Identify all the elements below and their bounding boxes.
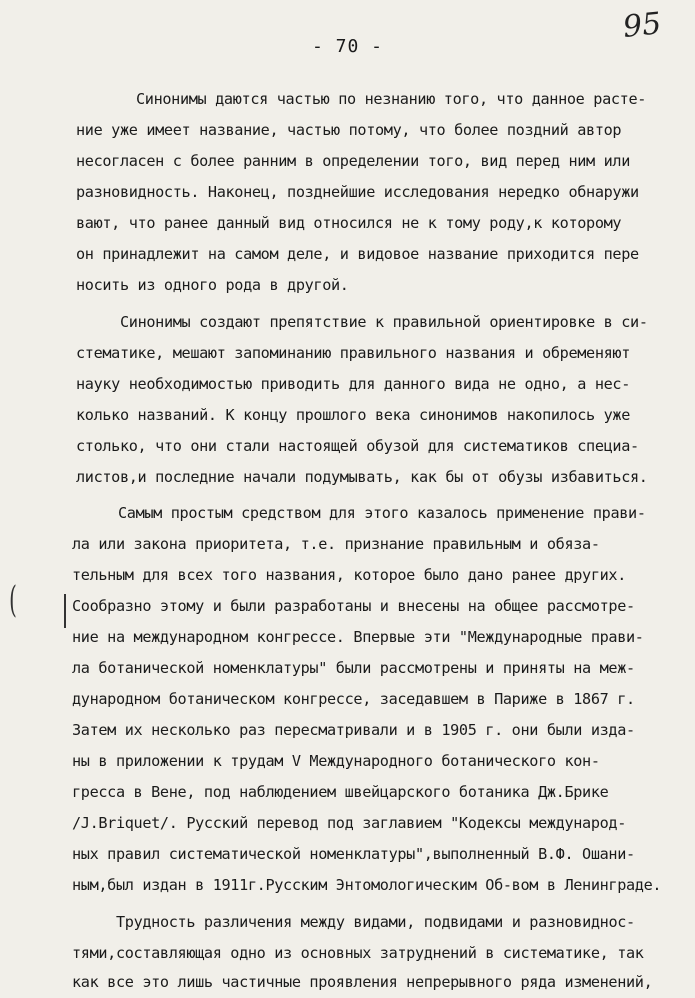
- text-line-19: ла ботанической номенклатуры" были рассмотрены и приняты на меж-: [72, 659, 635, 677]
- text-line-6: он принадлежит на самом деле, и видовое название приходится пере: [76, 245, 639, 263]
- margin-handwritten-mark: (: [9, 580, 17, 621]
- text-line-2: ние уже имеет название, частью потому, что более поздний автор: [76, 121, 622, 139]
- text-line-23: гресса в Вене, под наблюдением швейцарского ботаника Дж.Брике: [72, 783, 609, 801]
- text-line-11: колько названий. К концу прошлого века синонимов накопилось уже: [76, 406, 631, 424]
- text-line-18: ние на международном конгрессе. Впервые эти "Международные прави-: [72, 628, 644, 646]
- text-line-12: столько, что они стали настоящей обузой для систематиков специа-: [76, 437, 639, 455]
- text-line-29: как все это лишь частичные проявления непрерывного ряда изменений,: [72, 973, 653, 991]
- text-line-9: стематике, мешают запоминанию правильного названия и обременяют: [76, 344, 631, 362]
- text-line-16: тельным для всех того названия, которое было дано ранее других.: [72, 566, 627, 584]
- text-line-14: Самым простым средством для этого казалось применение прави-: [118, 504, 646, 522]
- text-line-20: дународном ботаническом конгрессе, заседавшем в Париже в 1867 г.: [72, 690, 635, 708]
- text-line-22: ны в приложении к трудам V Международного ботанического кон-: [72, 752, 600, 770]
- text-line-21: Затем их несколько раз пересматривали и в 1905 г. они были изда-: [72, 721, 635, 739]
- handwritten-archive-number: 95: [621, 6, 663, 45]
- text-line-26: ным,был издан в 1911г.Русским Энтомологическим Об-вом в Ленинграде.: [72, 876, 662, 894]
- text-line-15: ла или закона приоритета, т.е. признание правильным и обяза-: [72, 535, 600, 553]
- text-line-1: Синонимы даются частью по незнанию того, что данное расте-: [136, 90, 647, 108]
- text-line-5: вают, что ранее данный вид относился не к тому роду,к которому: [76, 214, 622, 232]
- text-line-3: несогласен с более ранним в определении того, вид перед ним или: [76, 152, 631, 170]
- text-line-7: носить из одного рода в другой.: [76, 276, 349, 294]
- text-line-10: науку необходимостью приводить для данного вида не одно, а нес-: [76, 375, 631, 393]
- text-line-25: ных правил систематической номенклатуры",выполненный В.Ф. Ошани-: [72, 845, 635, 863]
- text-line-8: Синонимы создают препятствие к правильной ориентировке в си-: [120, 313, 648, 331]
- page-number: - 70 -: [311, 36, 384, 57]
- text-line-13: листов,и последние начали подумывать, как бы от обузы избавиться.: [76, 468, 648, 486]
- text-line-28: тями,составляющая одно из основных затруднений в систематике, так: [72, 944, 644, 962]
- text-line-24: /J.Briquet/. Русский перевод под заглавием "Кодексы международ-: [72, 814, 627, 832]
- text-line-27: Трудность различения между видами, подвидами и разновиднос-: [116, 913, 635, 931]
- margin-bracket: [64, 594, 66, 628]
- text-line-4: разновидность. Наконец, позднейшие исследования нередко обнаружи: [76, 183, 639, 201]
- text-line-17: Сообразно этому и были разработаны и внесены на общее рассмотре-: [72, 597, 635, 615]
